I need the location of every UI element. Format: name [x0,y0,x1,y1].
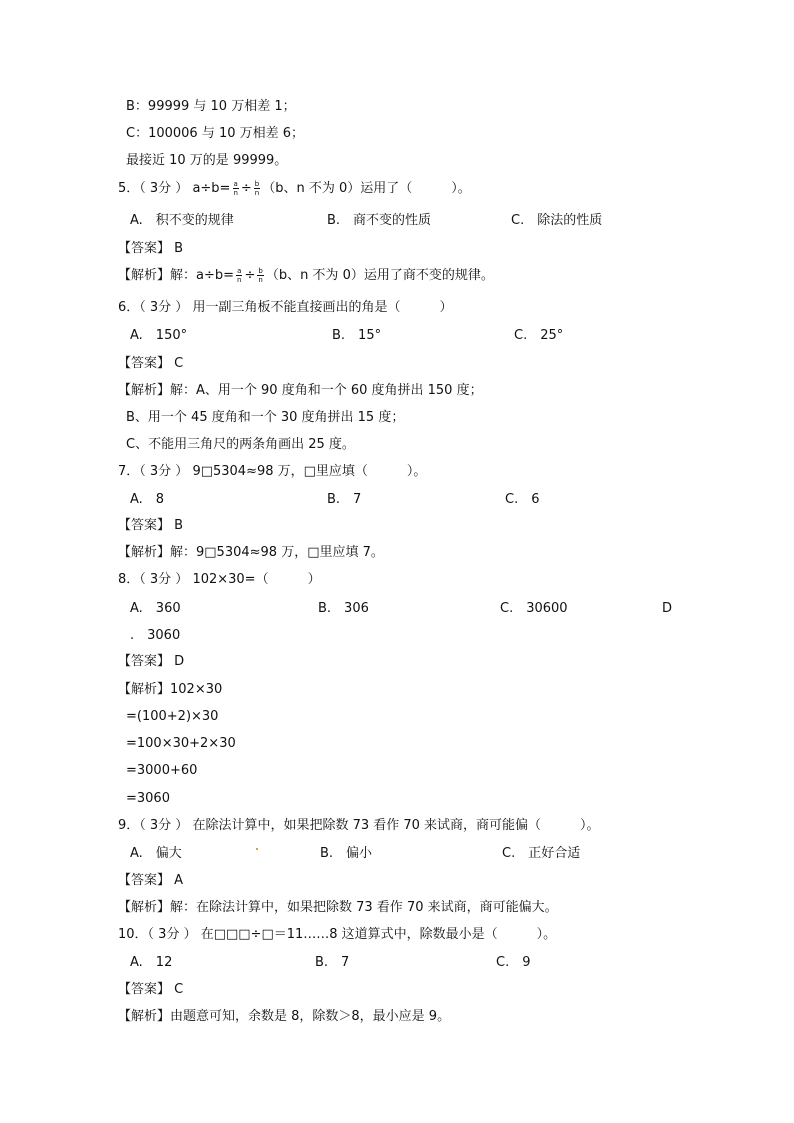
option-c: C. 30600 [500,601,568,616]
explanation-line: 最接近 10 万的是 99999。 [126,153,288,168]
question-5 [118,180,471,198]
question-8: 8．（ 3分 ） 102×30=（ ） [118,572,321,587]
fraction-denominator: n [258,276,263,284]
option-c: C. 正好合适 [502,846,581,861]
fraction-numerator: a [233,180,238,188]
answer: 【答案】 B [118,241,184,256]
fraction [254,180,260,197]
explanation: 【解析】解：9□5304≈98 万，□里应填 7。 [118,545,384,560]
question-6: 6．（ 3分 ） 用一副三角板不能直接画出的角是（ ） [118,300,453,315]
explanation: 【解析】由题意可知，余数是 8，除数＞8，最小应是 9。 [118,1009,451,1024]
fraction-denominator: n [237,276,242,284]
fraction-numerator: b [258,267,263,275]
divide-sign: ÷ [244,268,256,283]
answer: 【答案】 D [118,654,185,669]
answer: 【答案】 C [118,982,184,997]
option-b: B. 7 [327,492,362,507]
option-a: A. 360 [130,601,181,616]
fraction [257,267,263,284]
option-c: C. 6 [505,492,540,507]
question-5-head: 5．（ 3分 ） a÷b= [118,181,231,196]
option-c: C. 25° [514,328,564,343]
fraction-denominator: n [254,189,260,197]
option-a: A. 150° [130,328,188,343]
option-b: B. 商不变的性质 [327,213,432,228]
option-a: A. 12 [130,955,173,970]
explanation: 【解析】解：在除法计算中，如果把除数 73 看作 70 来试商，商可能偏大。 [118,900,558,915]
option-d-value: . 3060 [130,628,181,643]
option-a: A. 偏大 [130,846,182,861]
explanation-line: C、不能用三角尺的两条角画出 25 度。 [126,437,355,452]
question-5-tail: （b、n 不为 0）运用了（ ）。 [262,181,471,196]
option-b: B. 306 [318,601,369,616]
option-b: B. 15° [332,328,382,343]
option-a: A. 8 [130,492,165,507]
answer: 【答案】 C [118,356,184,371]
fraction [232,180,238,197]
option-b: B. 偏小 [320,846,373,861]
explanation-line: 【解析】102×30 [118,682,223,697]
fraction [236,267,242,284]
answer: 【答案】 B [118,518,184,533]
explanation-line: B、用一个 45 度角和一个 30 度角拼出 15 度； [126,410,405,425]
question-7: 7．（ 3分 ） 9□5304≈98 万，□里应填（ ）。 [118,464,427,479]
fraction-numerator: b [254,180,260,188]
fraction-denominator: n [233,189,238,197]
explanation-line: =(100+2)×30 [126,709,219,724]
option-c: C. 9 [496,955,531,970]
explanation [118,267,494,285]
explanation-head: 【解析】解：a÷b= [118,268,235,283]
option-c: C. 除法的性质 [511,213,603,228]
explanation-tail: （b、n 不为 0）运用了商不变的规律。 [265,268,494,283]
explanation-line: =100×30+2×30 [126,736,236,751]
explanation-line: 【解析】解：A、用一个 90 度角和一个 60 度角拼出 150 度； [118,383,483,398]
option-b: B. 7 [315,955,350,970]
stray-dot [256,848,258,850]
explanation-line: =3060 [126,791,170,806]
explanation-line: C：100006 与 10 万相差 6； [126,126,305,141]
question-9: 9．（ 3分 ） 在除法计算中，如果把除数 73 看作 70 来试商，商可能偏（ ）。 [118,818,600,833]
question-10: 10．（ 3分 ） 在□□□÷□＝11……8 这道算式中，除数最小是（ ）。 [118,927,557,942]
explanation-line: B：99999 与 10 万相差 1； [126,99,296,114]
option-a: A. 积不变的规律 [130,213,234,228]
option-d: D [662,601,673,616]
answer: 【答案】 A [118,873,184,888]
divide-sign: ÷ [240,181,252,196]
explanation-line: =3000+60 [126,763,198,778]
fraction-numerator: a [237,267,242,275]
